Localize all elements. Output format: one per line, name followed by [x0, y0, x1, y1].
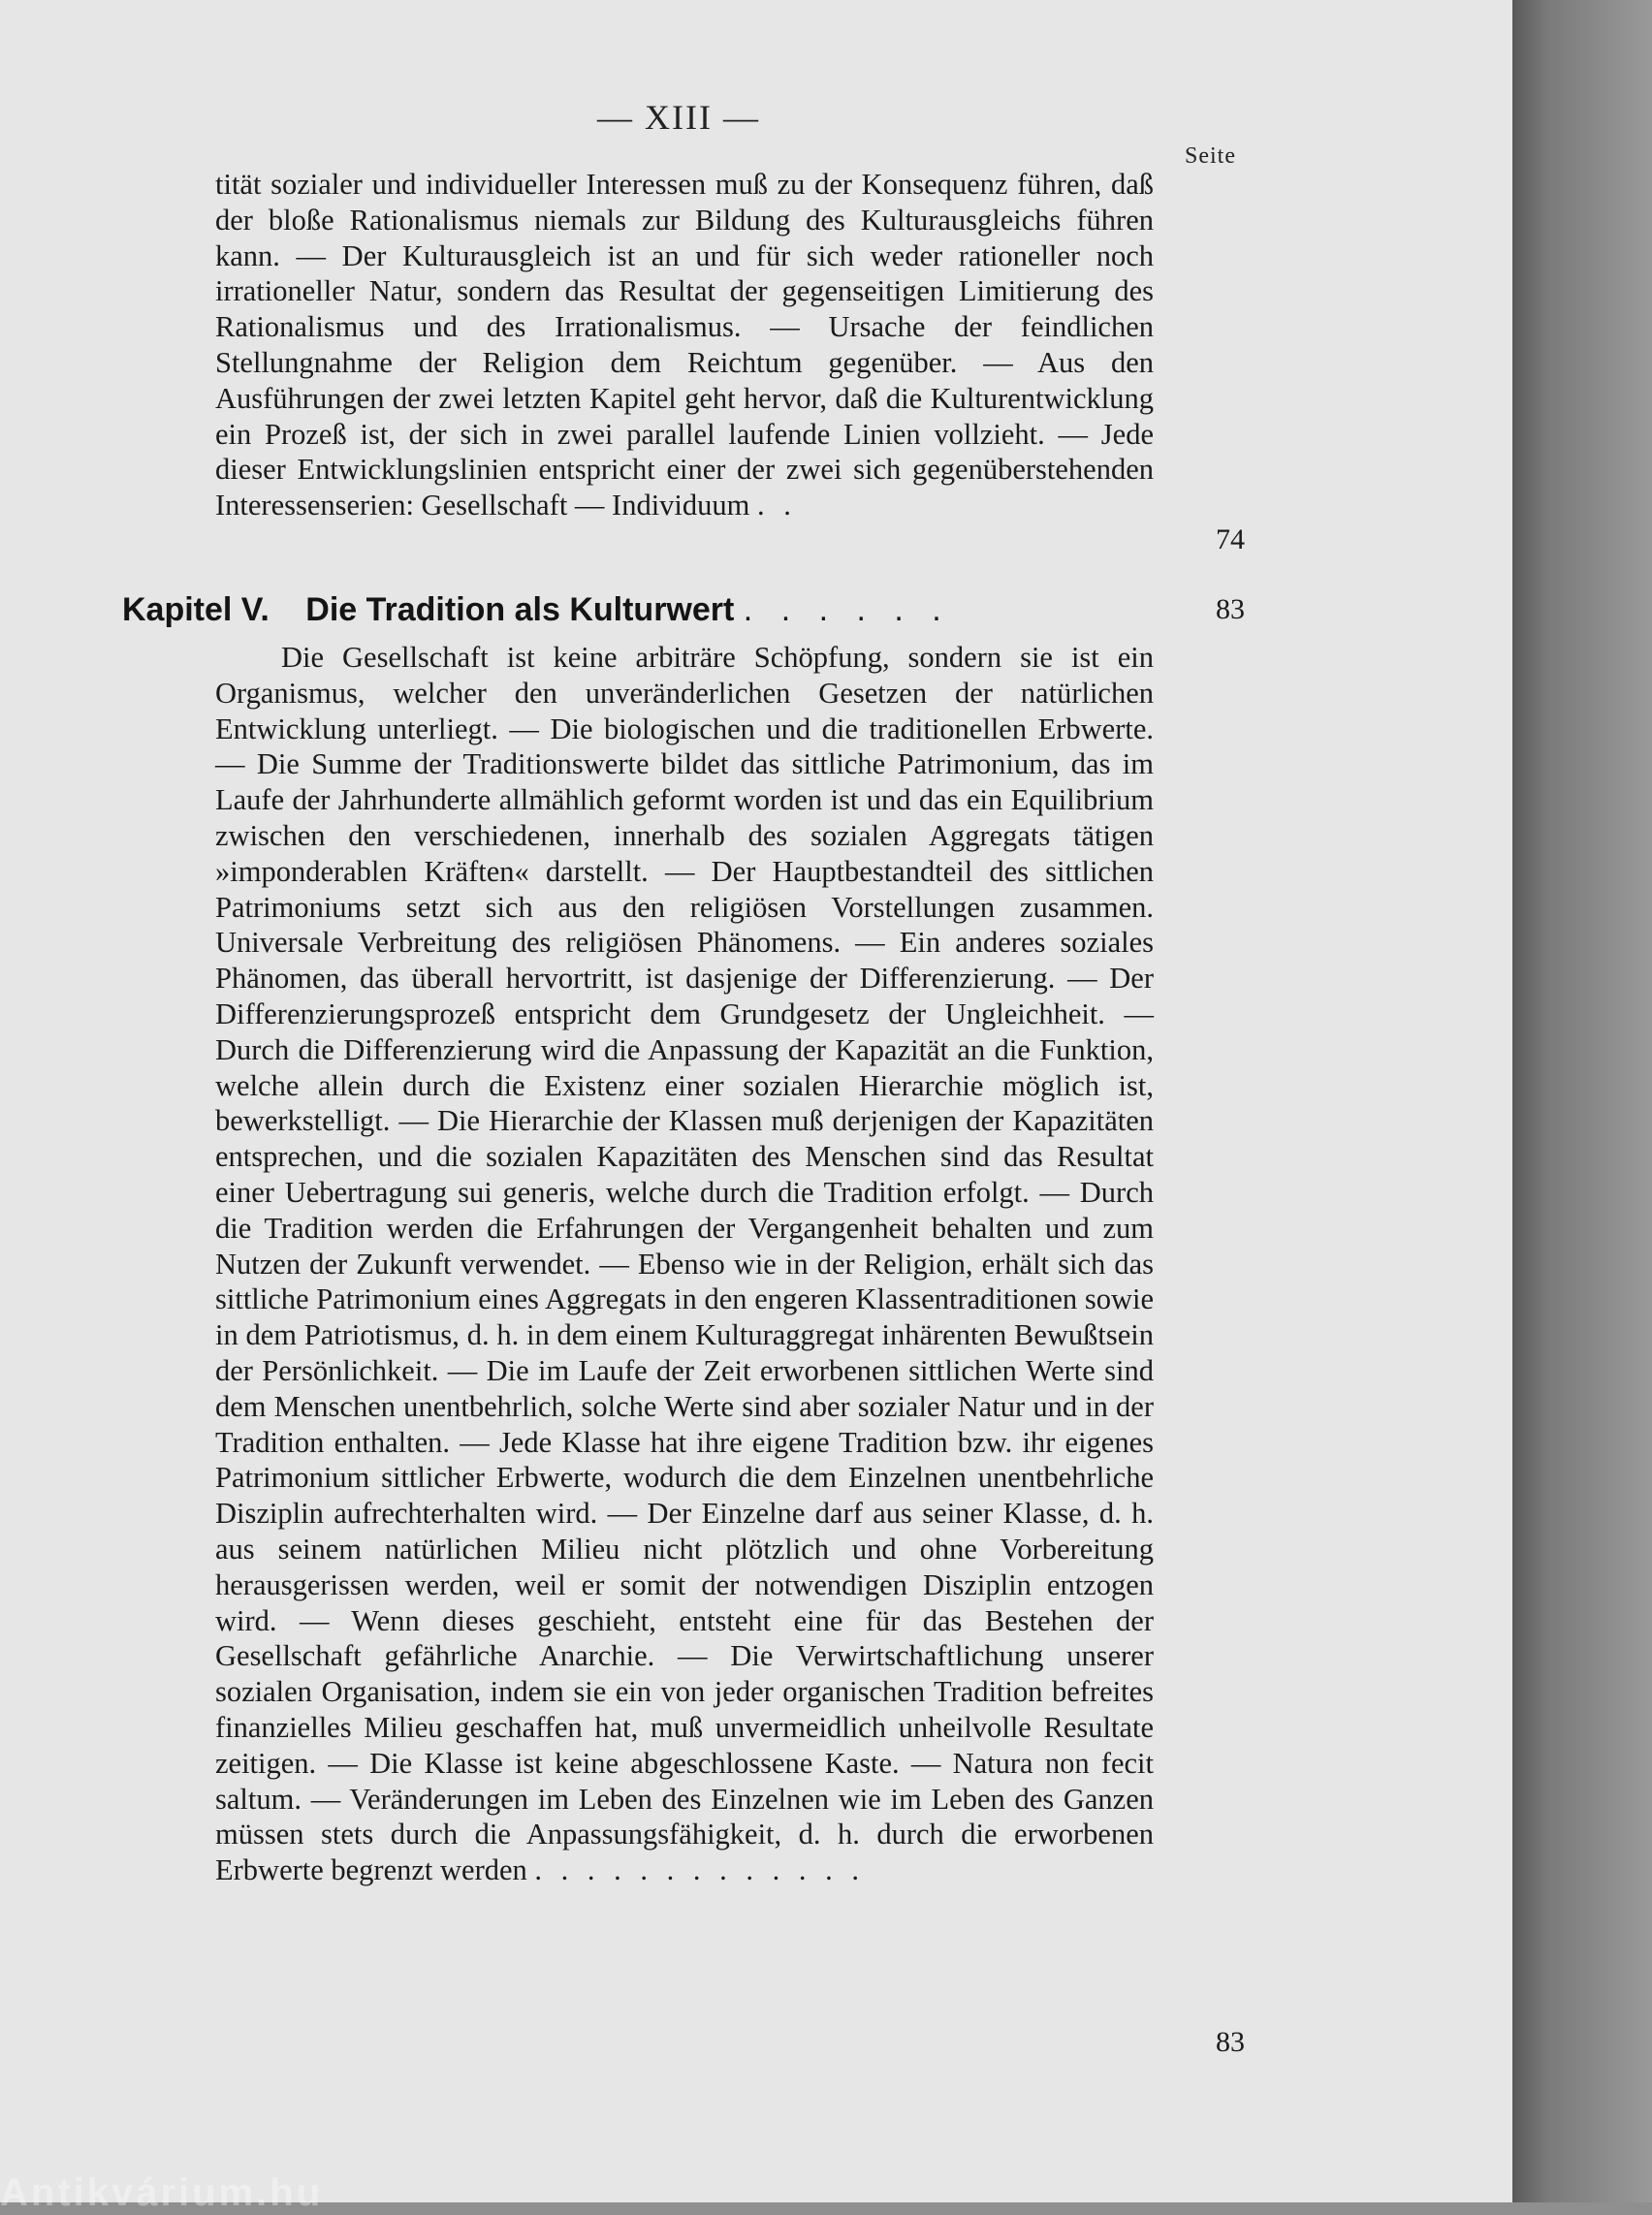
chapter-label: Kapitel V.: [122, 591, 270, 628]
dot-leader: . . . . . .: [743, 591, 951, 628]
book-spine-shadow: [1512, 0, 1652, 2202]
toc-entry-kapitel-v-summary: [215, 640, 1154, 1888]
page-ref-83-summary: 83: [1216, 2026, 1245, 2058]
watermark: Antikvárium.hu: [0, 2171, 324, 2214]
chapter-heading-kapitel-v: [122, 591, 1154, 629]
page-ref-74: 74: [1216, 523, 1245, 555]
toc-entry-kapitel-iv-summary: [215, 167, 1154, 523]
seite-column-label: Seite: [1185, 143, 1236, 169]
chapter-title: Die Tradition als Kulturwert: [305, 591, 735, 628]
dot-leader: . .: [757, 489, 797, 522]
page-ref-83-chapter: 83: [1216, 593, 1245, 625]
entry-text: tität sozialer und individueller Interessen muß zu der Konsequenz führen, daß der bloße Rationalismus niemals zur Bildung des Kulturausgleichs führen kann. — Der Kulturausgleich ist an und für sich weder rationeller noch irrationeller Natur, sondern das Resultat der gegenseitigen Limitierung des Rationalismus und des Irrationalismus. — Ursache der feindlichen Stellungnahme der Religion dem Reichtum gegenüber. — Aus den Ausführungen der zwei letzten Kapitel geht hervor, daß die Kulturentwicklung ein Prozeß ist, der sich in zwei parallel laufende Linien vollzieht. — Jede dieser Entwicklungslinien entspricht einer der zwei sich gegenüberstehenden Interessenserien: Gesellschaft — Individuum: [215, 168, 1154, 522]
page-number-roman: — XIII —: [597, 98, 760, 137]
dot-leader: . . . . . . . . . . . . .: [534, 1853, 866, 1887]
entry-text: Die Gesellschaft ist keine arbiträre Schöpfung, sondern sie ist ein Organismus, welcher den unveränderlichen Gesetzen der natürlichen Entwicklung unterliegt. — Die biologischen und die traditionellen Erbwerte. — Die Summe der Traditionswerte bildet das sittliche Patrimonium, das im Laufe der Jahrhunderte allmählich geformt worden ist und das ein Equilibrium zwischen den verschiedenen, innerhalb des sozialen Aggregats tätigen »imponderablen Kräften« darstellt. — Der Hauptbestandteil des sittlichen Patrimoniums setzt sich aus den religiösen Vorstellungen zusammen. Universale Verbreitung des religiösen Phänomens. — Ein anderes soziales Phänomen, das überall hervortritt, ist dasjenige der Differenzierung. — Der Differenzierungsprozeß entspricht dem Grundgesetz der Ungleichheit. — Durch die Differenzierung wird die Anpassung der Kapazität an die Funktion, welche allein durch die Existenz einer sozialen Hierarchie möglich ist, bewerkstelligt. — Die Hierarchie der Klassen muß derjenigen der Kapazitäten entsprechen, und die sozialen Kapazitäten des Menschen sind das Resultat einer Uebertragung sui generis, welche durch die Tradition erfolgt. — Durch die Tradition werden die Erfahrungen der Vergangenheit behalten und zum Nutzen der Zukunft verwendet. — Ebenso wie in der Religion, erhält sich das sittliche Patrimonium eines Aggregats in den engeren Klassentraditionen sowie in dem Patriotismus, d. h. in dem einem Kulturaggregat inhärenten Bewußtsein der Persönlichkeit. — Die im Laufe der Zeit erworbenen sittlichen Werte sind dem Menschen unentbehrlich, solche Werte sind aber sozialer Natur und in der Tradition enthalten. — Jede Klasse hat ihre eigene Tradition bzw. ihr eigenes Patrimonium sittlicher Erbwerte, wodurch die dem Einzelnen unentbehrliche Disziplin aufrechterhalten wird. — Der Einzelne darf aus seiner Klasse, d. h. aus seinem natürlichen Milieu nicht plötzlich und ohne Vorbereitung herausgerissen werden, weil er somit der notwendigen Disziplin entzogen wird. — Wenn dieses geschieht, entsteht eine für das Bestehen der Gesellschaft gefährliche Anarchie. — Die Verwirtschaftlichung unserer sozialen Organisation, indem sie ein von jeder organischen Tradition befreites finanzielles Milieu geschaffen hat, muß unvermeidlich unheilvolle Resultate zeitigen. — Die Klasse ist keine abgeschlossene Kaste. — Natura non fecit saltum. — Veränderungen im Leben des Einzelnen wie im Leben des Ganzen müssen stets durch die Anpassungsfähigkeit, d. h. durch die erworbenen Erbwerte begrenzt werden: [215, 641, 1154, 1887]
